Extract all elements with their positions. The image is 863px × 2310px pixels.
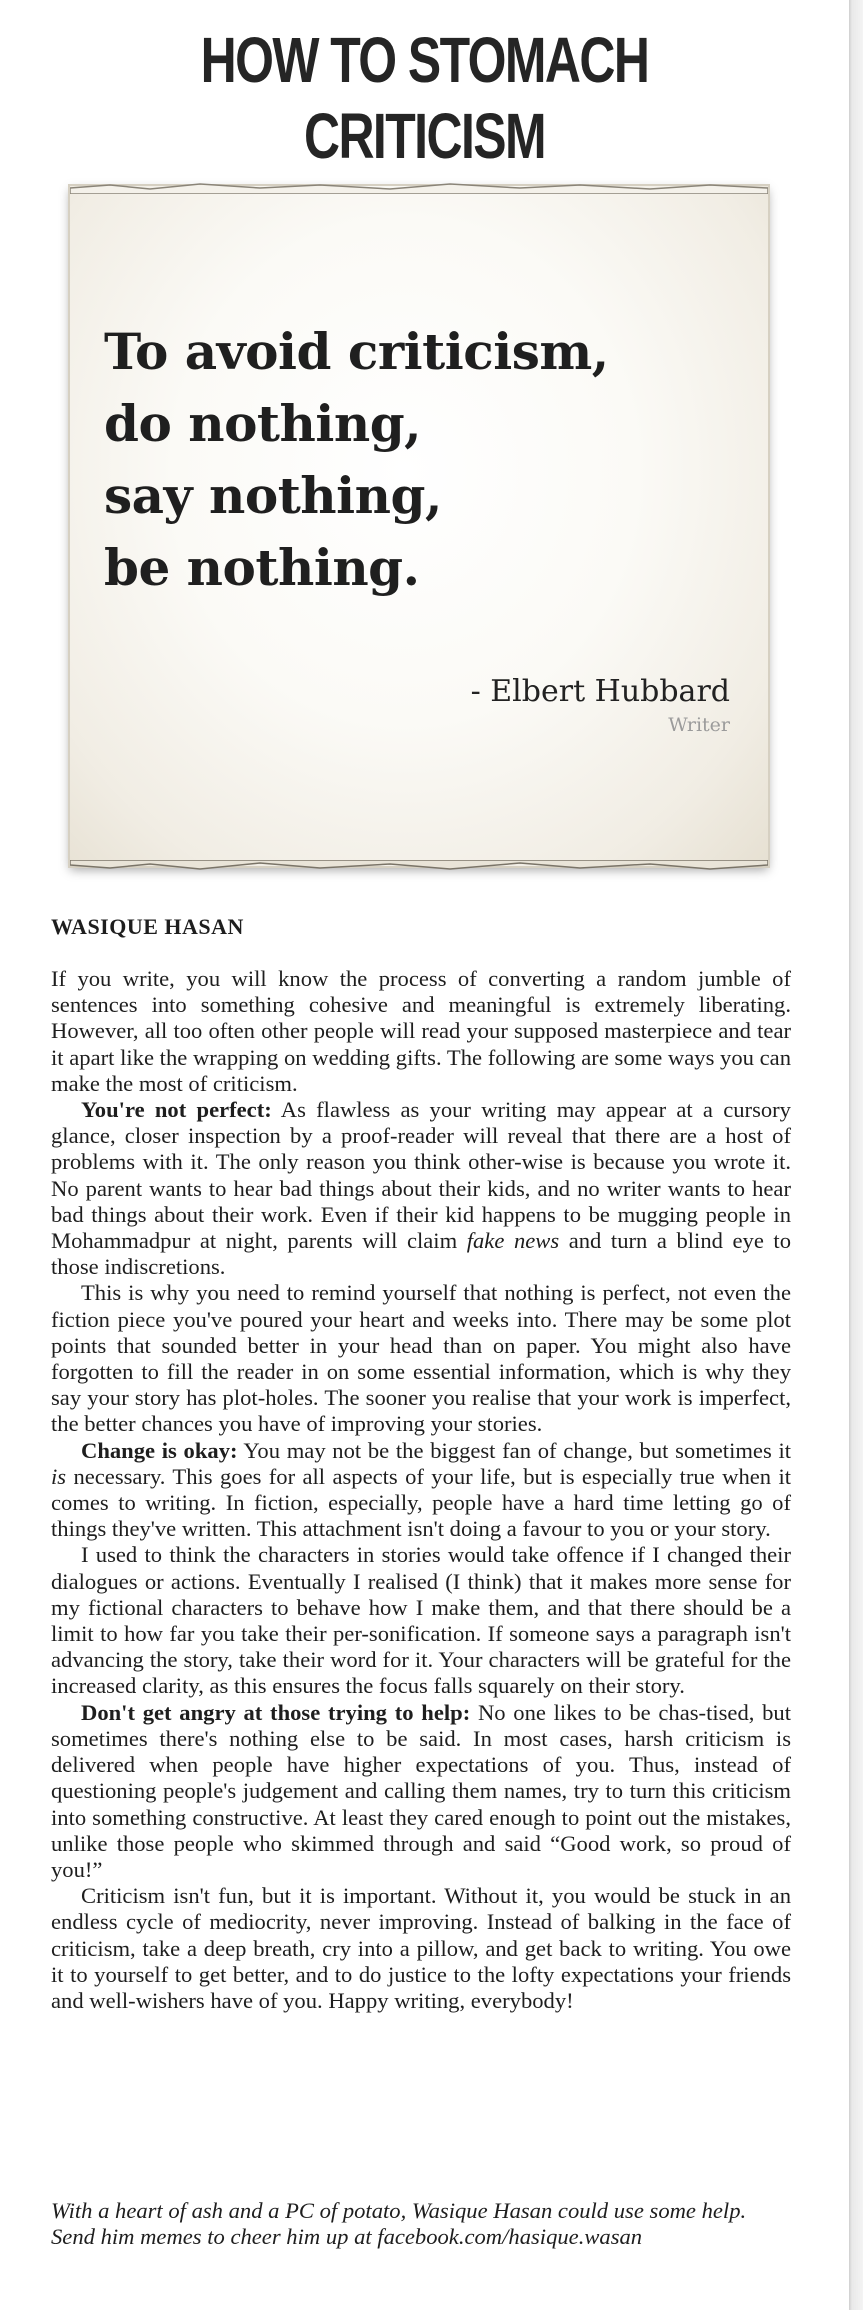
paragraph-text: You may not be the biggest fan of change, but sometimes it: [237, 1437, 791, 1463]
quote-text: To avoid criticism, do nothing, say nothing, be nothing.: [104, 322, 609, 597]
paragraph-conclusion: Criticism isn't fun, but it is important. Without it, you would be stuck in an endless cycle of mediocrity, never improving. Instead of balking in the face of criticism, take a deep breath, cry into a pillow, and get back to writing. You owe it to yourself to get better, and to do justice to the lofty expectations your friends and well-wishers have of you. Happy writing, everybody!: [51, 1883, 791, 2013]
headline-line-1: HOW TO STOMACH CRITICISM: [200, 24, 649, 172]
paragraph-intro: If you write, you will know the process of converting a random jumble of sentences into something cohesive and meaningful is extremely liberating. However, all too often other people will read your supposed masterpiece and tear it apart like the wrapping on wedding gifts. The following are some ways you can make the most of criticism.: [51, 966, 791, 1096]
paragraph-text: and turn a blind eye to those indiscretions.: [51, 1228, 792, 1280]
emphasis-text: fake news: [466, 1228, 560, 1254]
paragraph-nothing-perfect: This is why you need to remind yourself that nothing is perfect, not even the fiction piece you've poured your heart and weeks into. There may be some plot points that sounded better in your head than on paper. You might also have forgotten to fill the reader in on some essential information, which is why they say your story has plot-holes. The sooner you realise that your work is imperfect, the better chances you have of improving your stories.: [51, 1280, 791, 1437]
paragraph-text: necessary. This goes for all aspects of your life, but is especially true when it comes to writing. In fiction, especially, people have a hard time letting go of things they've written. This attachment isn't doing a favour to you or your story.: [51, 1463, 791, 1542]
paragraph-change-okay: [51, 1438, 791, 1543]
torn-edge-bottom: [70, 860, 768, 872]
paragraph-characters: I used to think the characters in stories would take offence if I changed their dialogues or actions. Eventually I realised (I think) that it makes more sense for my fictional characters to behave how I make them, and that there should be a limit to how far you take their per-sonification. If someone says a paragraph isn't advancing the story, take their word for it. Your characters will be grateful for the increased clarity, as this ensures the focus falls squarely on their story.: [51, 1542, 791, 1699]
paragraph-dont-get-angry: [51, 1700, 791, 1883]
paragraph-text: As flawless as your writing may appear at a cursory glance, closer inspection by a proof-reader will reveal that there are a host of problems with it. The only reason you think other-wise is because you wrote it. No parent wants to hear bad things about their kids, and no writer wants to hear bad things about their work. Even if their kid happens to be mugging people in Mohammadpur at night, parents will claim: [51, 1097, 791, 1254]
quote-image: [70, 186, 768, 866]
author-byline: WASIQUE HASAN: [51, 914, 244, 939]
subheading-not-perfect: You're not perfect:: [81, 1097, 272, 1123]
quote-author-role: Writer: [668, 714, 730, 736]
torn-edge-top: [70, 182, 768, 194]
paragraph-not-perfect: [51, 1097, 791, 1280]
subheading-dont-get-angry: Don't get angry at those trying to help:: [81, 1699, 471, 1725]
article-body: [51, 966, 791, 2014]
quote-author: - Elbert Hubbard: [470, 674, 730, 709]
page-gutter: [849, 0, 863, 2310]
subheading-change-okay: Change is okay:: [81, 1437, 238, 1463]
author-bio: With a heart of ash and a PC of potato, Wasique Hasan could use some help. Send him memes to cheer him up at facebook.com/hasique.wasan: [51, 2198, 747, 2250]
emphasis-text: is: [51, 1463, 67, 1489]
paragraph-text: No one likes to be chas-tised, but sometimes there's nothing else to be said. In most cases, harsh criticism is delivered when people have higher expectations of you. Thus, instead of questioning people's judgement and calling them names, try to turn this criticism into something constructive. At least they cared enough to point out the mistakes, unlike those people who skimmed through and said “Good work, so proud of you!”: [51, 1699, 791, 1882]
